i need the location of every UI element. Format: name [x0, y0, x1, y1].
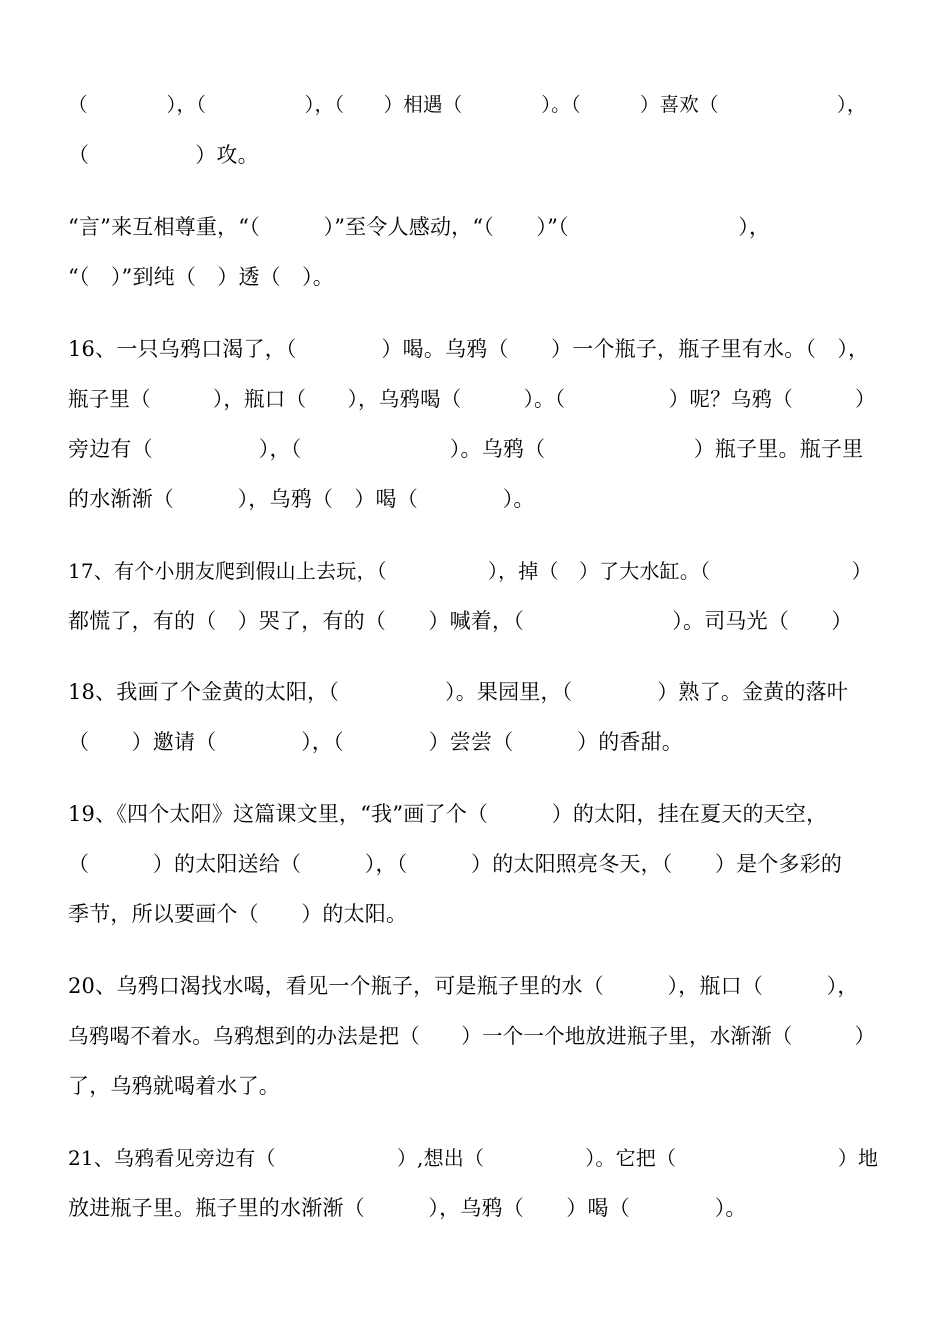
question-17-line: 都慌了，有的（ ）哭了，有的（ ）喊着，（ ）。司马光（ ）: [68, 609, 853, 633]
paragraph-line: “（ ）”到纯（ ）透（ ）。: [68, 265, 334, 289]
question-20-line: 了，乌鸦就喝着水了。: [68, 1074, 280, 1098]
question-19-line: 季节，所以要画个（ ）的太阳。: [68, 902, 408, 926]
question-17-line: 17、有个小朋友爬到假山上去玩，（ ），掉（ ）了大水缸。（ ）: [68, 559, 872, 583]
question-21-line: 21、乌鸦看见旁边有（ ）,想出（ ）。它把（ ）地: [68, 1146, 879, 1170]
question-20-line: 20、乌鸦口渴找水喝，看见一个瓶子，可是瓶子里的水（ ），瓶口（ ），: [68, 974, 859, 998]
paragraph-line: “言”来互相尊重，“（ ）”至令人感动，“（ ）”（ ），: [68, 215, 771, 239]
question-18-line: （ ）邀请（ ），（ ）尝尝（ ）的香甜。: [68, 730, 683, 754]
question-20-line: 乌鸦喝不着水。乌鸦想到的办法是把（ ）一个一个地放进瓶子里，水渐渐（ ）: [68, 1024, 876, 1048]
question-21-line: 放进瓶子里。瓶子里的水渐渐（ ），乌鸦（ ）喝（ ）。: [68, 1196, 747, 1220]
question-18-line: 18、我画了个金黄的太阳，（ ）。果园里，（ ）熟了。金黄的落叶: [68, 680, 849, 704]
question-16-line: 旁边有（ ），（ ）。乌鸦（ ）瓶子里。瓶子里: [68, 437, 864, 461]
question-16-line: 16、一只乌鸦口渴了，（ ）喝。乌鸦（ ）一个瓶子，瓶子里有水。（ ），: [68, 337, 870, 361]
question-16-line: 的水渐渐（ ），乌鸦（ ）喝（ ）。: [68, 487, 535, 511]
question-19-line: （ ）的太阳送给（ ），（ ）的太阳照亮冬天，（ ）是个多彩的: [68, 852, 843, 876]
paragraph-line: （ ）攻。: [68, 143, 259, 167]
paragraph-line: （ ），（ ），（ ）相遇（ ）。（ ）喜欢（ ），: [68, 93, 867, 116]
question-16-line: 瓶子里（ ），瓶口（ ），乌鸦喝（ ）。（ ）呢？乌鸦（ ）: [68, 387, 876, 411]
question-19-line: 19、《四个太阳》这篇课文里，“我”画了个（ ）的太阳，挂在夏天的天空，: [68, 802, 828, 826]
